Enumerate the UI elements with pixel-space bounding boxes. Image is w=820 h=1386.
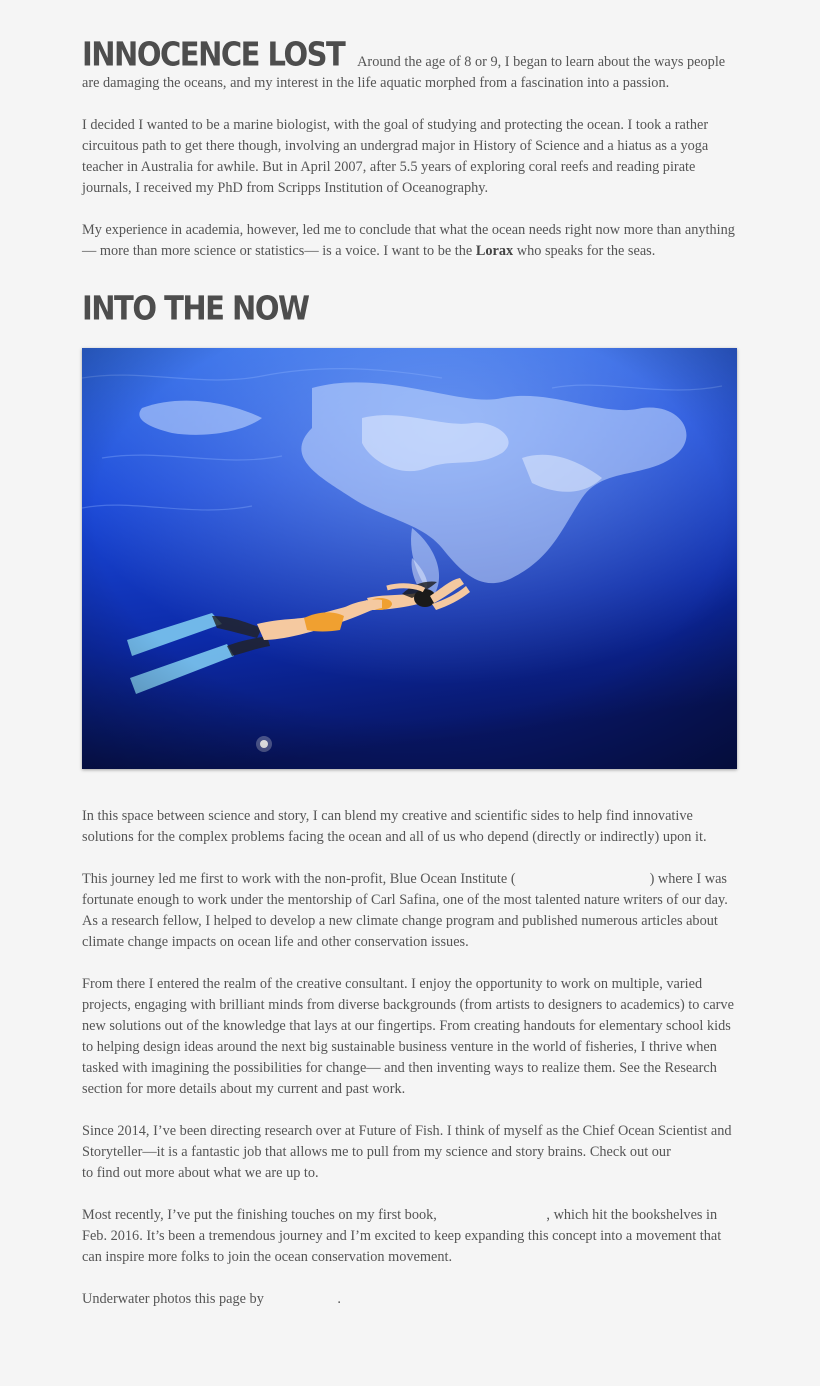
heading-innocence-lost: INNOCENCE LOST bbox=[82, 35, 345, 74]
photo-credit-period: . bbox=[337, 1291, 341, 1307]
lorax-text-after: who speaks for the seas. bbox=[513, 243, 656, 259]
paragraph-photo-credit bbox=[82, 1289, 738, 1310]
paragraph-first-book bbox=[82, 1205, 738, 1268]
underwater-image bbox=[82, 348, 737, 769]
paragraph-future-of-fish bbox=[82, 1121, 738, 1184]
section-into-the-now-heading bbox=[82, 289, 738, 328]
blue-ocean-text-after: ) where I was fortunate enough to work under the mentorship of Carl Safina, one of the most talented nature writers of our day. As a research fellow, I helped to develop a new climate change program and published numerous articles about climate change impacts on ocean life and other conservation issues. bbox=[82, 871, 728, 950]
book-text-before: Most recently, I’ve put the finishing touches on my first book, bbox=[82, 1207, 441, 1223]
lorax-text-before: My experience in academia, however, led me to conclude that what the ocean needs right now more than anything— more than more science or statistics— is a voice. I want to be the bbox=[82, 222, 735, 259]
section-innocence-lost bbox=[82, 35, 738, 262]
paragraph-marine-biologist: I decided I wanted to be a marine biologist, with the goal of studying and protecting the ocean. I took a rather circuitous path to get there though, involving an undergrad major in History of Science and a hiatus as a yoga teacher in Australia for awhile. But in April 2007, after 5.5 years of exploring coral reefs and reading pirate journals, I received my PhD from Scripps Institution of Oceanography. bbox=[82, 117, 709, 196]
photo-credit-text: Underwater photos this page by bbox=[82, 1291, 268, 1307]
book-text-after: , which hit the bookshelves in Feb. 2016. It’s been a tremendous journey and I’m excited to keep expanding this concept into a movement that can inspire more folks to join the ocean conservation movement. bbox=[82, 1207, 722, 1265]
paragraph-creative-consultant: From there I entered the realm of the creative consultant. I enjoy the opportunity to work on multiple, varied projects, engaging with brilliant minds from diverse backgrounds (from artists to designers to academics) to carve new solutions out of the knowledge that lays at our fingertips. From creating handouts for elementary school kids to helping design ideas around the next big sustainable business venture in the world of fisheries, I thrive when tasked with imagining the possibilities for change— and then inventing ways to realize them. See the Research section for more details about my current and past work. bbox=[82, 976, 734, 1097]
paragraph-lorax bbox=[82, 220, 738, 262]
lorax-bold: Lorax bbox=[475, 243, 514, 259]
future-of-fish-text-after: to find out more about what we are up to. bbox=[82, 1165, 319, 1181]
intro-paragraph bbox=[82, 35, 738, 94]
intro-text: Around the age of 8 or 9, I began to learn about the ways people are damaging the oceans, and my interest in the life aquatic morphed from a fascination into a passion. bbox=[82, 54, 726, 91]
section-into-the-now bbox=[82, 806, 738, 1310]
paragraph-science-story: In this space between science and story, I can blend my creative and scientific sides to help find innovative solutions for the complex problems facing the ocean and all of us who depend (directly or indirectly) upon it. bbox=[82, 808, 707, 845]
paragraph-blue-ocean bbox=[82, 869, 738, 953]
future-of-fish-text-before: Since 2014, I’ve been directing research over at Future of Fish. I think of myself as the Chief Ocean Scientist and Storyteller—it is a fantastic job that allows me to pull from my science and story brains. Check out our bbox=[82, 1123, 732, 1160]
freediver-photo bbox=[82, 348, 737, 769]
blue-ocean-text-before: This journey led me first to work with the non-profit, Blue Ocean Institute ( bbox=[82, 871, 516, 887]
heading-into-the-now: INTO THE NOW bbox=[82, 289, 309, 328]
